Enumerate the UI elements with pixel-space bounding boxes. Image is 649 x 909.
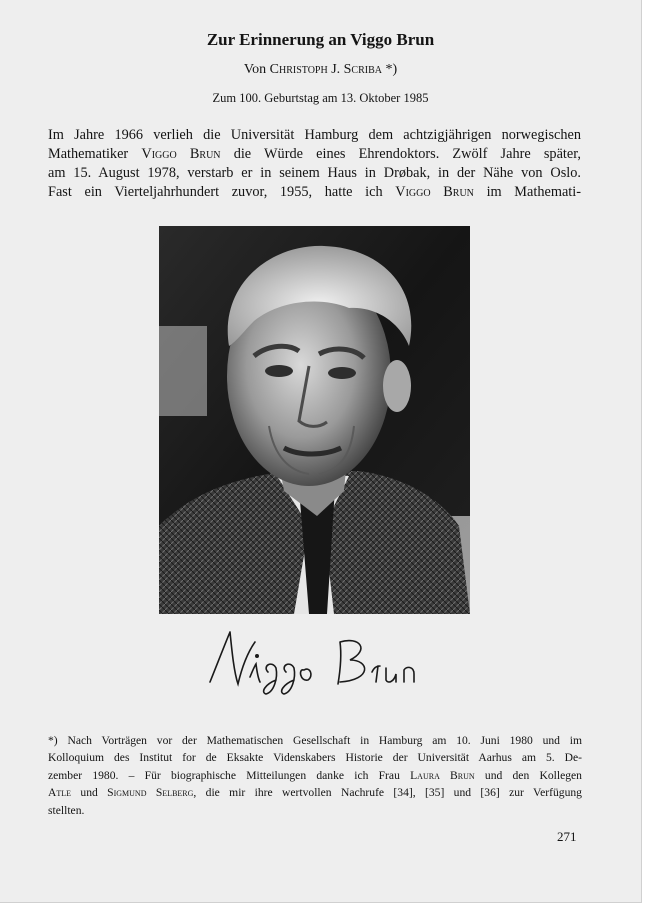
body-line (48, 145, 581, 164)
page-number: 271 (557, 829, 577, 844)
person-name: Sigmund Selberg (107, 786, 194, 800)
author-line (0, 62, 641, 78)
footnote-text-segment: und (80, 786, 98, 800)
body-paragraph (48, 126, 581, 202)
footnote-line: stellten. (48, 803, 85, 817)
footnote-line: Kolloquium des Institut for de Eksakte Videnskabers Historie der Universität Aarhus am 5. De- (48, 751, 582, 765)
footnote-line (48, 767, 582, 784)
body-text-segment: im Mathemati- (486, 184, 581, 200)
body-line (48, 183, 581, 202)
body-line: Im Jahre 1966 verlieh die Universität Hamburg dem achtzigjährigen norwegischen (48, 127, 581, 143)
footnote-text-segment: und den Kollegen (484, 768, 582, 782)
footnote-text-segment: zember 1980. – Für biographische Mitteilungen danke ich Frau (48, 768, 400, 782)
person-name: Viggo Brun (141, 146, 221, 162)
body-text-segment: Fast ein Vierteljahrhundert zuvor, 1955, hatte ich (48, 184, 383, 200)
dateline: Zum 100. Geburtstag am 13. Oktober 1985 (212, 91, 429, 105)
handwritten-signature (200, 622, 440, 702)
body-text-segment: Mathematiker (48, 146, 129, 162)
body-line: am 15. August 1978, verstarb er in seinem Haus in Drøbak, in der Nähe von Oslo. (48, 165, 581, 181)
footnote-line (48, 784, 582, 801)
author-prefix: Von (243, 62, 267, 77)
author-name: Christoph J. Scriba (269, 62, 382, 77)
article-title: Zur Erinnerung an Viggo Brun (206, 30, 435, 49)
body-text-segment: die Würde eines Ehrendoktors. Zwölf Jahre später, (233, 146, 581, 162)
footnote-text-segment: , die mir ihre wertvollen Nachrufe [34], [35] und [36] zur Verfügung (193, 786, 582, 800)
portrait-photo (159, 226, 470, 614)
person-name: Viggo Brun (395, 184, 474, 200)
person-name: Laura Brun (410, 768, 475, 782)
footnote (48, 732, 582, 819)
footnote-line: *) Nach Vorträgen vor der Mathematischen Gesellschaft in Hamburg am 10. Juni 1980 und im (48, 734, 582, 747)
footnote-marker: *) (385, 62, 398, 77)
person-name: Atle (48, 786, 72, 800)
